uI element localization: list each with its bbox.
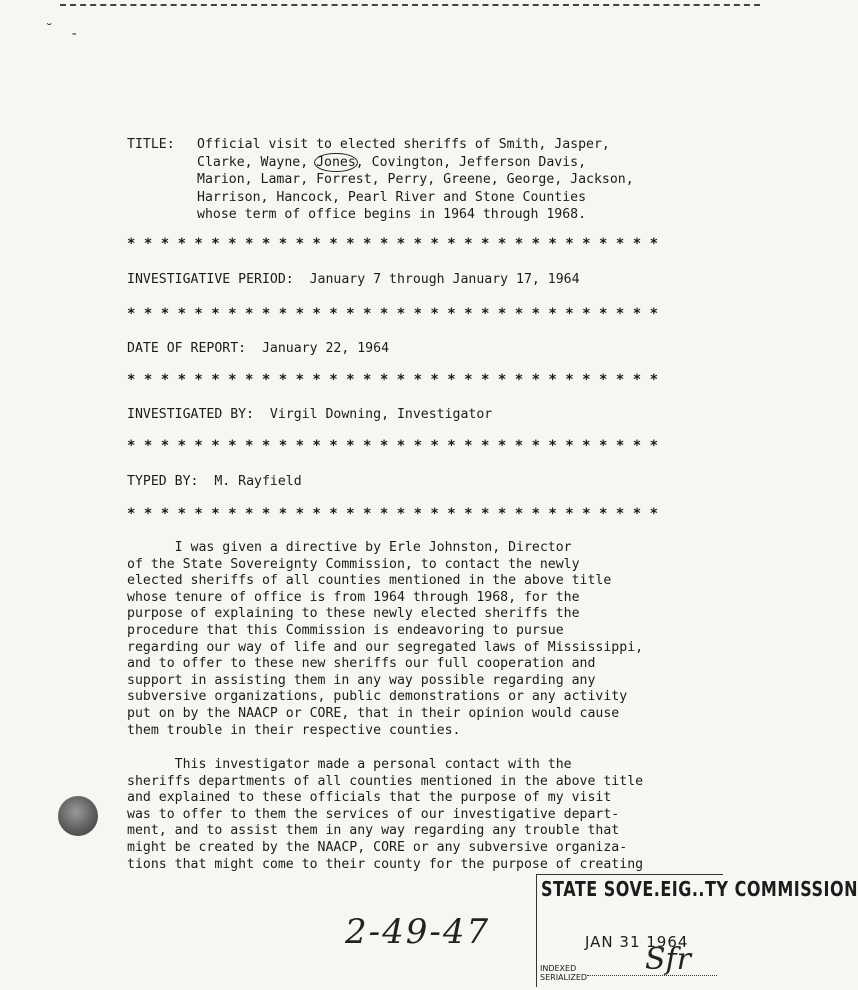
title-text	[197, 136, 634, 224]
investigative-period: INVESTIGATIVE PERIOD: January 7 through January 17, 1964	[127, 272, 580, 287]
separator-stars: * * * * * * * * * * * * * * * * * * * * * * * * * * * * * * * *	[127, 306, 659, 322]
stamp-date: JAN 31 1964	[585, 933, 689, 951]
scan-speck: -	[70, 26, 79, 42]
separator-stars: * * * * * * * * * * * * * * * * * * * * * * * * * * * * * * * *	[127, 236, 659, 252]
title-line: Official visit to elected sheriffs of Smith, Jasper,	[197, 137, 610, 152]
typed-by: TYPED BY: M. Rayfield	[127, 474, 302, 489]
stamp-indexed-label: INDEXED	[540, 964, 577, 973]
circled-county-jones: Jones	[314, 153, 358, 173]
separator-stars: * * * * * * * * * * * * * * * * * * * * * * * * * * * * * * * *	[127, 438, 659, 454]
title-line: Harrison, Hancock, Pearl River and Stone Counties	[197, 189, 587, 205]
scan-speck: ˘	[45, 22, 54, 38]
title-line: Clarke, Wayne,	[197, 154, 317, 170]
title-line: , Covington, Jefferson Davis,	[355, 154, 587, 170]
received-stamp	[536, 874, 858, 987]
top-dashed-rule	[60, 4, 760, 6]
stamp-title: STATE SOVE.EIG..TY COMMISSION	[541, 877, 858, 901]
date-of-report: DATE OF REPORT: January 22, 1964	[127, 341, 390, 356]
title-line: whose term of office begins in 1964 through 1968.	[197, 207, 587, 222]
handwritten-file-number: 2-49-47	[345, 912, 491, 952]
title-label: TITLE:	[127, 137, 175, 152]
separator-stars: * * * * * * * * * * * * * * * * * * * * * * * * * * * * * * * *	[127, 372, 659, 388]
report-paragraph-2: This investigator made a personal contact with the sheriffs departments of all counties mentioned in the above title and explained to these officials that the purpose of my visit was to offer to them the services of our investigative depart- ment, and to assist them in any way regarding any trouble that might be created by the NAACP, CORE or any subversive organiza- tions that might come to their county for the purpose of creating	[127, 757, 644, 872]
report-paragraph-1: I was given a directive by Erle Johnston, Director of the State Sovereignty Commission, to contact the newly elected sheriffs of all counties mentioned in the above title whose tenure of office is from 1964 through 1968, for the purpose of explaining to these newly elected sheriffs the procedure that this Commission is endeavoring to pursue regarding our way of life and our segregated laws of Mississippi, and to offer to these new sheriffs our full cooperation and support in assisting them in any way possible regarding any subversive organizations, public demonstrations or any activity put on by the NAACP or CORE, that in their opinion would cause them trouble in their respective counties.	[127, 540, 644, 738]
punch-hole	[58, 796, 98, 836]
stamp-serialized-label: SERIALIZED	[540, 973, 588, 982]
investigated-by: INVESTIGATED BY: Virgil Downing, Investigator	[127, 407, 493, 422]
title-line: Marion, Lamar, Forrest, Perry, Greene, George, Jackson,	[197, 172, 634, 187]
handwritten-initials: Sfr	[645, 942, 691, 977]
separator-stars: * * * * * * * * * * * * * * * * * * * * * * * * * * * * * * * *	[127, 506, 659, 522]
